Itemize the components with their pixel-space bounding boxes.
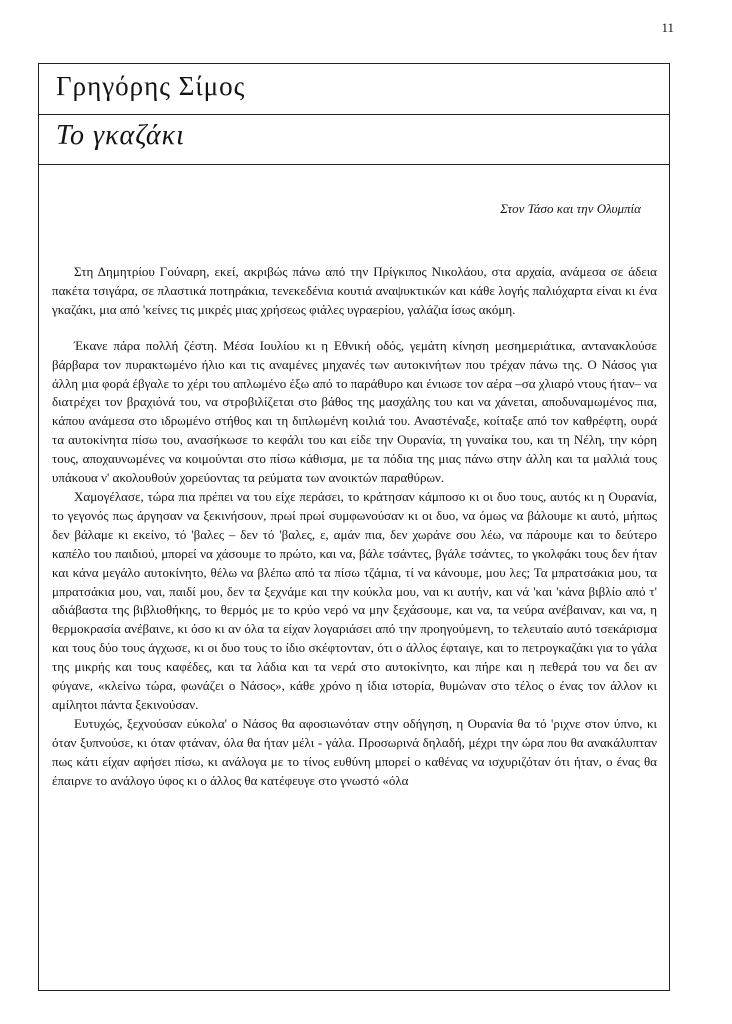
paragraph: Χαμογέλασε, τώρα πια πρέπει να του είχε περάσει, το κράτησαν κάμποσο κι οι δυο τους, αυτός κι η Ουρανία, το γεγονός πως άργησαν να ξεκινήσουν, πρωί πρωί συμφωνούσαν κι οι δυο, να όμως να βάλουμε κι αυτό, μήπως δεν βάλαμε κι εκείνο, τό 'βαλες – δεν τό 'βαλες, ε, αμάν πια, δεν χωράνε σου λέω, να πάρουμε και το δεύτερο καπέλο του παιδιού, μπορεί να χάσουμε το πρώτο, και να, βάλε τσάντες, βγάλε τσάντες, το γκολφάκι τους δεν ήταν και κάνα μεγάλο αυτοκίνητο, θέλω να βλέπω από τα πίσω τζάμια, τί να κάνουμε, μου λες; Τα μπρατσάκια μου, τα μπρατσάκια μου, ναι, παιδί μου, δεν τα ξεχνάμε και την κούκλα μου, ναι κι αυτήν, και νά 'και 'κάνα βιβλίο από τ' αδιάβαστα της βιβλιοθήκης, το θερμός με το κρύο νερό να μην ξεχάσουμε, και να, τα νεύρα ανέβαιναν, και να, η θερμοκρασία ανέβαινε, κι όσο κι αν όλα τα είχαν λογαριάσει από την προηγούμενη, το τελευταίο αυτό τσεκάρισμα και τους δύο τους άγχωσε, κι οι δυο τους το ίδιο σκέφτονταν, ότι ο άλλος έφταιγε, και το πετρογκαζάκι για το γάλα της μικρής και τους καφέδες, και τα λάδια και τα νερά στο αυτοκίνητο, και πήρε και η πεθερά του να δει αν φύγανε, «κλείνω τώρα, φωνάζει ο Νάσος», κάθε χρόνο η ίδια ιστορία, θυμώναν στο τέλος ο ένας τον άλλον κι αμίλητοι πάντα ξεκινούσαν. <box>52 488 657 712</box>
paragraph: Στη Δημητρίου Γούναρη, εκεί, ακριβώς πάνω από την Πρίγκιπος Νικολάου, στα αρχαία, ανάμεσα σε άδεια πακέτα τσιγάρα, σε πλαστικά ποτηράκια, τενεκεδένια κουτιά αναψυκτικών και κάθε λογής παλιόχαρτα είναι κι ένα γκαζάκι, μια από 'κείνες τις μικρές μιας χρήσεως φιάλες υγραερίου, γαλάζια ίσως ακόμη. <box>52 264 657 317</box>
page-number: 11 <box>661 20 674 35</box>
paragraph: Ευτυχώς, ξεχνούσαν εύκολα' ο Νάσος θα αφοσιωνόταν στην οδήγηση, η Ουρανία θα τό 'ριχνε στον ύπνο, κι όταν ξυπνούσε, κι όταν φτάναν, όλα θα ήταν μέλι - γάλα. Προσωρινά δηλαδή, μέχρι την ώρα που θα ανακάλυπταν πως κάτι είχαν αφήσει πίσω, κι ανάλογα με το τίνος ευθύνη μπορεί ο καθένας να ισχυριζόταν ότι ήταν, ο ένας θα έπαιρνε το ανάλογο ύφος κι ο άλλος θα κατέφευγε στο γνωστό «όλα <box>52 715 657 788</box>
story-title: Το γκαζάκι <box>56 120 185 151</box>
dedication: Στον Τάσο και την Ολυμπία <box>500 201 641 216</box>
author-row <box>39 64 669 115</box>
story-body <box>52 263 657 790</box>
author-name: Γρηγόρης Σίμος <box>56 71 246 101</box>
paragraph: Έκανε πάρα πολλή ζέστη. Μέσα Ιουλίου κι η Εθνική οδός, γεμάτη κίνηση μεσημεριάτικα, αντανακλούσε βάρβαρα τον πυρακτωμένο ήλιο και τις αναμένες μηχανές των αυτοκινήτων που τρέχαν πάνω της. Ο Νάσος για άλλη μια φορά έβγαλε το χέρι του απλωμένο έξω από το παράθυρο και ένιωσε τον αέρα –σα χλιαρό ντους ήταν– να διατρέχει τον βραχιόνά του, να στροβιλίζεται στο βάθος της μασχάλης του και να χάνεται, αποδυναμωμένος πια, κάπου ανάμεσα στο ιδρωμένο στήθος και τη διπλωμένη κοιλιά του. Αναστέναξε, κοίταξε από τον καθρέφτη, ουρά τα αυτοκίνητα πίσω του, ανασήκωσε το κεφάλι του και είδε την Ουρανία, τη γυναίκα του, και τη Νέλη, την κόρη τους, αποχαυνωμένες να κοιμούνται στο πίσω κάθισμα, με τα πόδια της μιας πάνω στην άλλη και τα μαλλιά τους υπάκουα ν' ακολουθούν χορεύοντας τα ρεύματα των ανοικτών παραθύρων. <box>52 337 657 486</box>
story-frame <box>38 63 670 991</box>
title-row <box>39 114 669 165</box>
